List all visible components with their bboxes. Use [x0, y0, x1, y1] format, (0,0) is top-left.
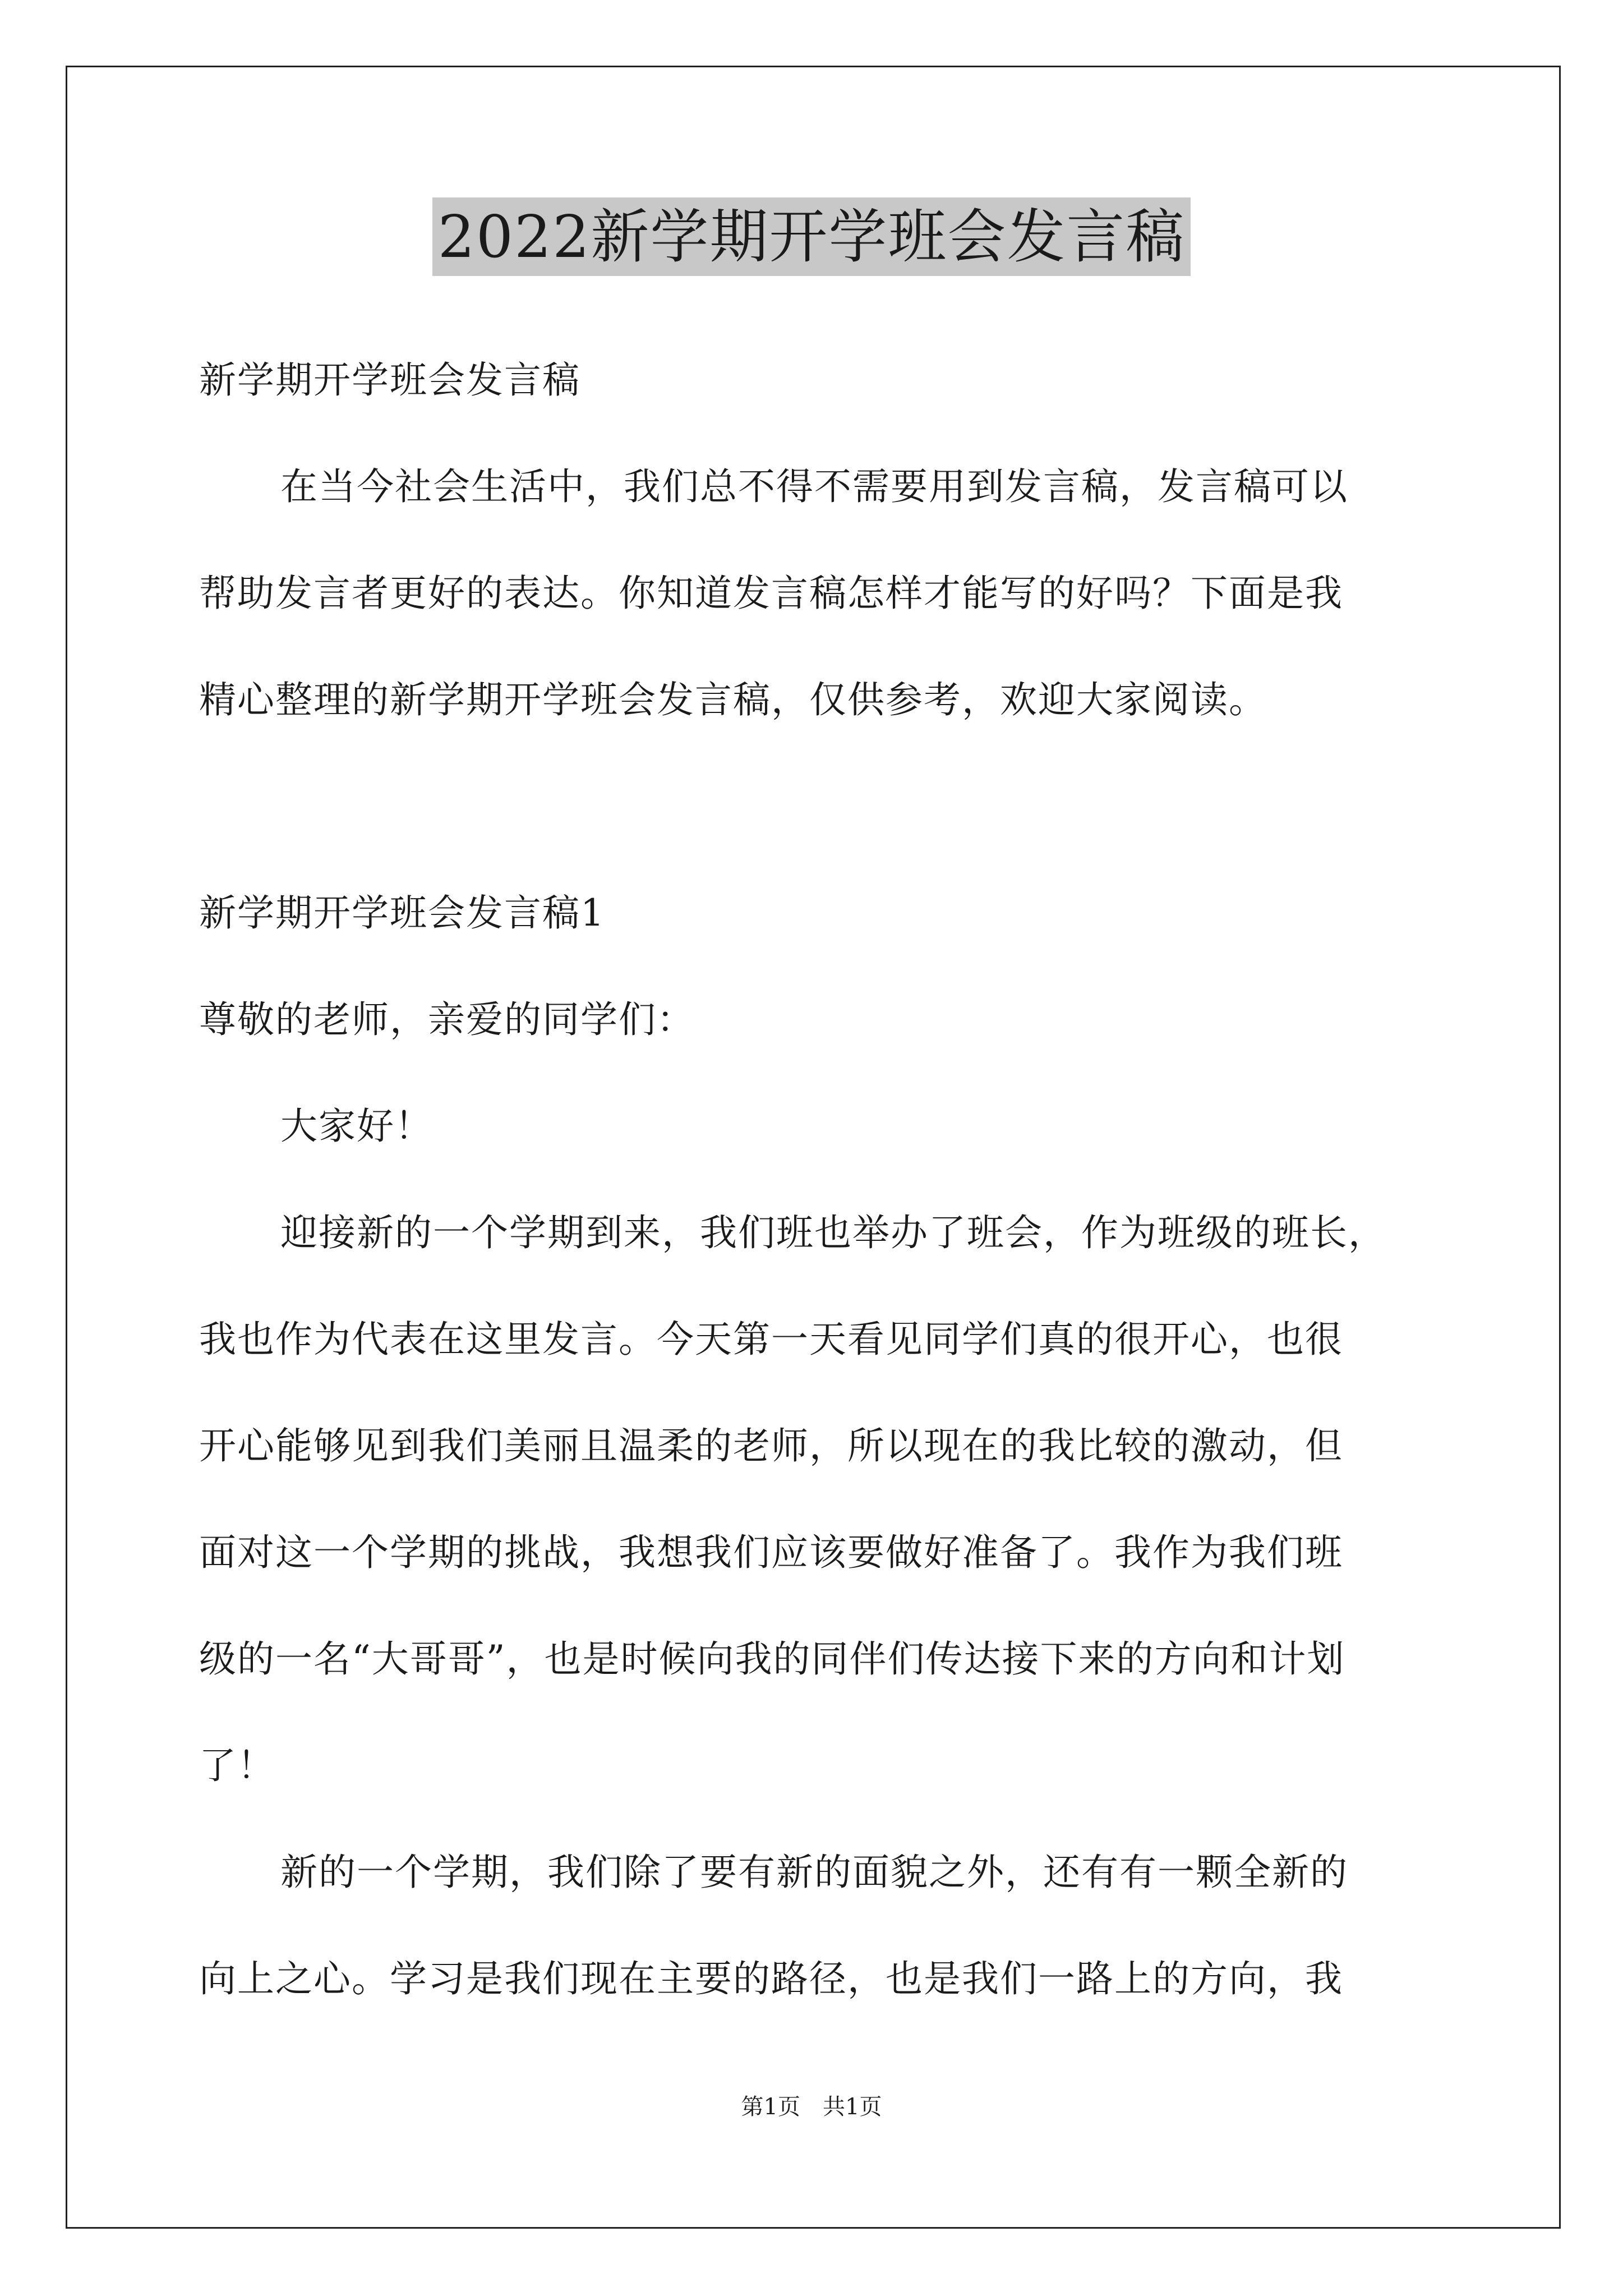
paragraph-line: 新的一个学期，我们除了要有新的面貌之外，还有有一颗全新的 [280, 1851, 1348, 1894]
document-subtitle: 新学期开学班会发言稿 [199, 358, 580, 402]
paragraph-line: 在当今社会生活中，我们总不得不需要用到发言稿，发言稿可以 [280, 465, 1348, 508]
paragraph-line: 迎接新的一个学期到来，我们班也举办了班会，作为班级的班长， [280, 1211, 1386, 1254]
title-container [0, 197, 1623, 276]
paragraph-line: 我也作为代表在这里发言。今天第一天看见同学们真的很开心，也很 [199, 1318, 1343, 1361]
section-heading: 新学期开学班会发言稿1 [199, 891, 605, 935]
paragraph-line: 级的一名“大哥哥”，也是时候向我的同伴们传达接下来的方向和计划 [199, 1637, 1345, 1681]
paragraph-line: 精心整理的新学期开学班会发言稿，仅供参考，欢迎大家阅读。 [199, 678, 1267, 721]
document-title: 2022新学期开学班会发言稿 [432, 197, 1191, 276]
page-footer: 第1页 共1页 [741, 2094, 882, 2120]
paragraph-line: 帮助发言者更好的表达。你知道发言稿怎样才能写的好吗？下面是我 [199, 572, 1343, 615]
paragraph-line: 了！ [199, 1744, 275, 1787]
paragraph-line: 向上之心。学习是我们现在主要的路径，也是我们一路上的方向，我 [199, 1957, 1343, 2000]
greeting-line: 大家好！ [280, 1105, 433, 1148]
salutation-line: 尊敬的老师，亲爱的同学们： [199, 998, 695, 1041]
paragraph-line: 面对这一个学期的挑战，我想我们应该要做好准备了。我作为我们班 [199, 1531, 1343, 1574]
paragraph-line: 开心能够见到我们美丽且温柔的老师，所以现在的我比较的激动，但 [199, 1424, 1343, 1467]
